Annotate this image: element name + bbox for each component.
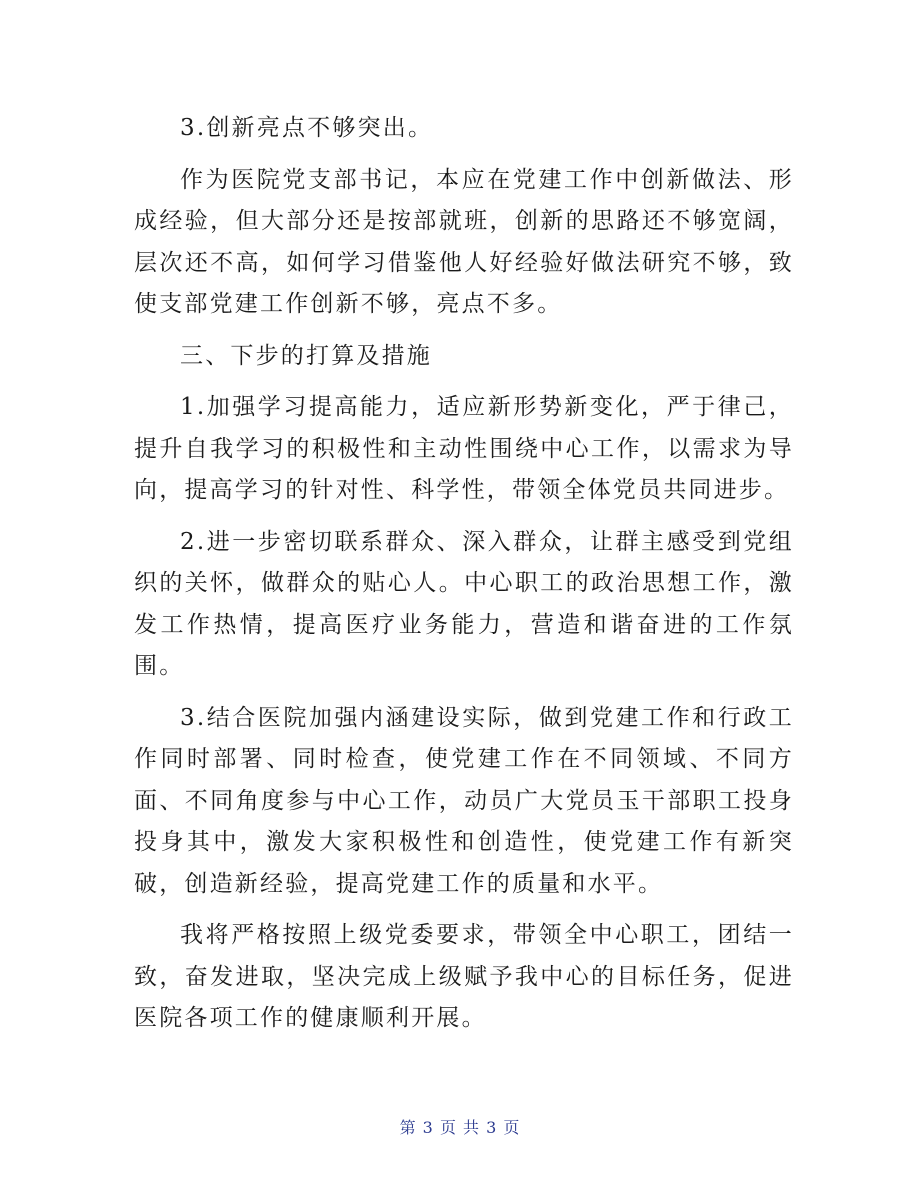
paragraph-innovation-detail: 作为医院党支部书记，本应在党建工作中创新做法、形成经验，但大部分还是按部就班，创新的思路还不够宽阔，层次还不高，如何学习借鉴他人好经验好做法研究不够，致使支部党建工作创新不够，亮点不多。 — [134, 166, 794, 317]
paragraph-measure-1: 1.加强学习提高能力，适应新形势新变化，严于律己，提升自我学习的积极性和主动性围绕中心工作，以需求为导向，提高学习的针对性、科学性，带领全体党员共同进步。 — [134, 394, 794, 503]
paragraph-measure-3: 3.结合医院加强内涵建设实际，做到党建工作和行政工作同时部署、同时检查，使党建工作在不同领域、不同方面、不同角度参与中心工作，动员广大党员玉干部职工投身投身其中，激发大家积极性和创造性，使党建工作有新突破，创造新经验，提高党建工作的质量和水平。 — [134, 704, 794, 897]
paragraph-heading-innovation: 3.创新亮点不够突出。 — [180, 115, 434, 141]
document-body — [134, 108, 794, 1040]
page-number-footer: 第 3 页 共 3 页 — [399, 1118, 521, 1137]
paragraph-measure-2: 2.进一步密切联系群众、深入群众，让群主感受到党组织的关怀，做群众的贴心人。中心职工的政治思想工作，激发工作热情，提高医疗业务能力，营造和谐奋进的工作氛围。 — [134, 528, 794, 679]
section-heading-next-steps: 三、下步的打算及措施 — [180, 342, 432, 369]
paragraph-conclusion: 我将严格按照上级党委要求，带领全中心职工，团结一致，奋发进取，坚决完成上级赋予我中心的目标任务，促进医院各项工作的健康顺利开展。 — [134, 922, 794, 1031]
